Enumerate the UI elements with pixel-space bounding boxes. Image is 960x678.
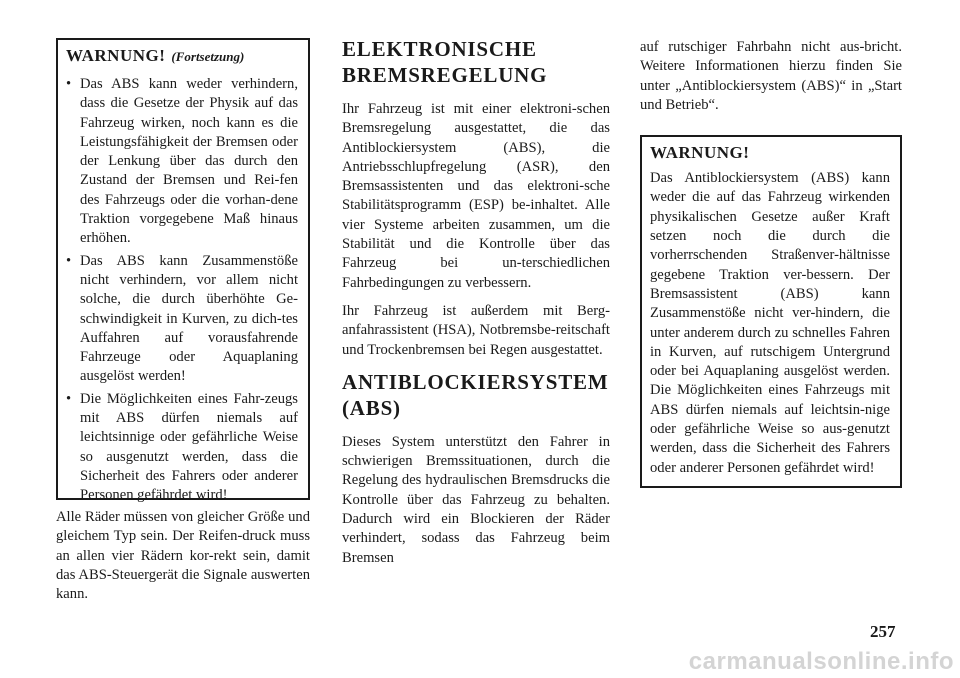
column-right (640, 38, 902, 488)
list-item (66, 75, 298, 249)
warning-continued-label: (Fortsetzung) (171, 49, 245, 64)
warning-title: WARNUNG! (650, 143, 750, 163)
list-item (66, 252, 298, 387)
wheel-size-paragraph: Alle Räder müssen von gleicher Größe und gleichem Typ sein. Der Reifen-druck muss an allen vier Rädern kor-rekt sein, damit das ABS-Steuergerät die Signale auswerten kann. (56, 509, 310, 603)
abs-paragraph-continuation: auf rutschiger Fahrbahn nicht aus-bricht. Weitere Informationen hierzu finden Sie unter „Antiblockiersystem (ABS)“ in „Start und Betrieb“. (640, 39, 902, 113)
column-middle (342, 36, 610, 577)
abs-paragraph: Dieses System unterstützt den Fahrer in schwierigen Bremssituationen, durch die Regelung des hydraulischen Bremsdrucks die Kontrolle über das Fahrzeug zu behalten. Dadurch wird ein Blockieren der Räder verhindert, sodass das Fahrzeug beim Bremsen (342, 433, 610, 566)
section-heading-abs: ANTIBLOCKIERSYSTEM (ABS) (342, 369, 609, 420)
page-number: 257 (870, 622, 896, 641)
warning-title (66, 46, 298, 67)
list-item (66, 390, 298, 506)
warning-box-abs (640, 135, 902, 488)
warning-abs-text: Das Antiblockiersystem (ABS) kann weder die auf das Fahrzeug wirkenden physikalischen Gesetze außer Kraft setzen noch die durch die vorherrschenden Straßenver-hältnisse gegebene Traktion ver-bessern. Der Bremsassistent (ABS) kann Zusammenstöße nicht ver-hindern, die unter anderem durch zu schnelles Fahren in Kurven, auf rutschigem Untergrund oder bei Aquaplaning ausgelöst werden. Die Möglichkeiten eines Fahrzeugs mit ABS dürfen niemals auf leichtsin-nige oder gefährliche Weise so aus-genutzt werden, dass die Sicherheit des Fahrers oder anderer Personen gefährdet wird! (650, 170, 890, 476)
warning-box-continued (56, 38, 310, 504)
list-item-text: Das ABS kann weder verhindern, dass die Gesetze der Physik auf das Fahrzeug wirken, noch kann es die Leistungsfähigkeit der Bremsen oder der Lenkung über das durch den Zustand der Bremsen und Rei-fen des Fahrzeugs oder die vorhan-dene Traktion vorgegebene Maß hinaus erhöhen. (80, 76, 298, 247)
section-heading-ebr: ELEKTRONISCHE BREMSREGELUNG (342, 37, 548, 87)
watermark: carmanualsonline.info (688, 648, 954, 675)
ebr-paragraph-2: Ihr Fahrzeug ist außerdem mit Berg-anfahrassistent (HSA), Notbremsbe-reitschaft und Trockenbremsen bei Regen ausgestattet. (342, 302, 610, 358)
list-item-text: Die Möglichkeiten eines Fahr-zeugs mit ABS dürfen niemals auf leichtsinnige oder gefährliche Weise so ausgenutzt werden, dass die Sicherheit des Fahrers oder anderer Personen gefährdet wird! (80, 390, 298, 504)
warning-bullet-list (66, 75, 298, 506)
bullet-icon: • (66, 76, 72, 92)
bullet-icon: • (66, 252, 72, 269)
list-item-text: Das ABS kann Zusammenstöße nicht verhindern, vor allem nicht solche, die durch überhöhte Ge-schwindigkeit in Kurven, zu dich-tes Auffahren auf vorausfahrende Fahrzeuge oder Aquaplaning ausgelöst werden! (80, 252, 298, 385)
column-left (56, 38, 310, 613)
warning-title-text: WARNUNG! (66, 46, 166, 65)
bullet-icon: • (66, 390, 72, 407)
ebr-paragraph-1: Ihr Fahrzeug ist mit einer elektroni-schen Bremsregelung ausgestattet, die das Antiblockiersystem (ABS), die Antriebsschlupfregelung (ASR), den Bremsassistenten und das elektroni-sche Stabilitätsprogramm (ESP) be-inhaltet. Alle vier Systeme arbeiten zusammen, um die Stabilität und die Kontrolle über das Fahrzeug bei un-terschiedlichen Fahrbedingungen zu verbessern. (342, 101, 610, 291)
